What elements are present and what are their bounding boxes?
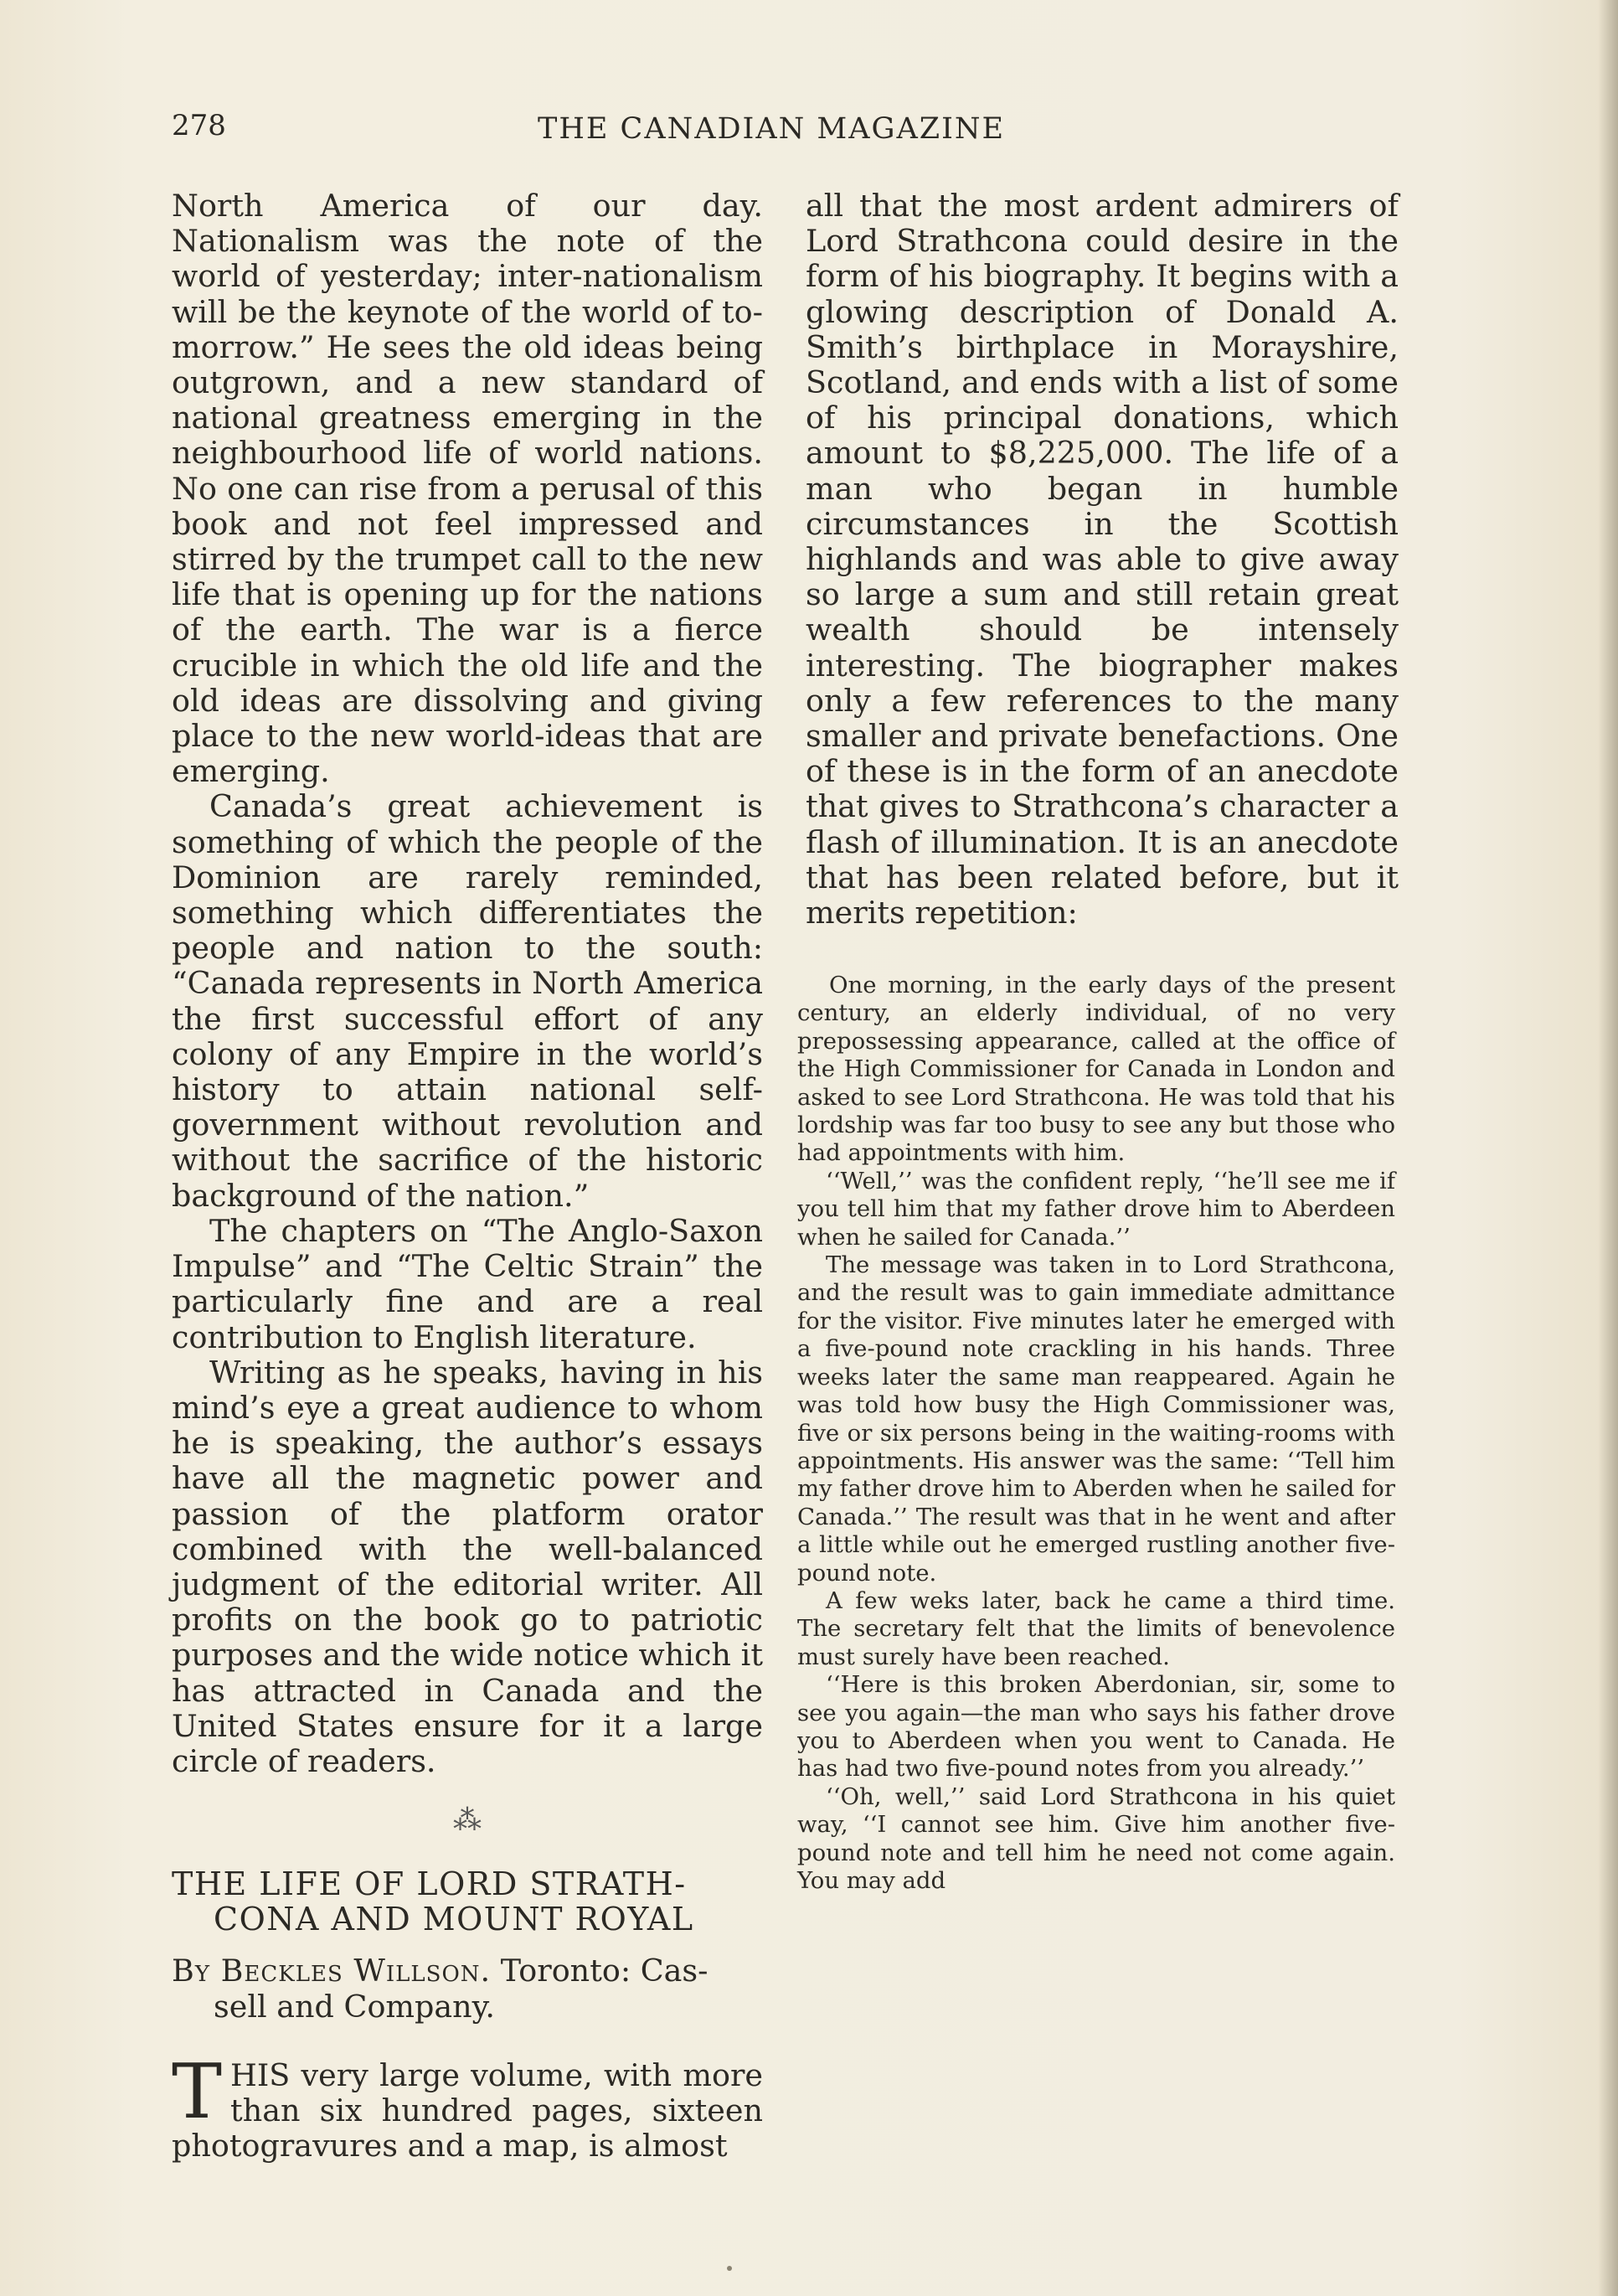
review-continuation: all that the most ardent admirers of Lord Strathcona could desire in the form of his biography. It begins with a glowing description of Donald A. Smith’s birthplace in Morayshire, Scotland, and ends with a list of some of his principal donations, which amount to $8,225,000. The life of a man who began in humble circumstances in the Scottish highlands and was able to give away so large a sum and still retain great wealth should be intensely interesting. The biographer makes only a few references to the many smaller and private benefactions. One of these is in the form of an anecdote that gives to Strathcona’s character a flash of illumination. It is an anecdote that has been related before, but it merits repetition: xyxy=(806,188,1399,931)
page-edge-shadow xyxy=(1598,0,1618,2296)
drop-cap: T xyxy=(172,2047,223,2136)
quote-paragraph: ‘‘Well,’’ was the confident reply, ‘‘he’ll see me if you tell him that my father drove him to Aberdeen when he sailed for Canada.’’ xyxy=(797,1167,1395,1251)
paragraph-writing: Writing as he speaks, having in his mind’s eye a great audience to whom he is speaking, the author’s essays have all the magnetic power and passion of the platform orator combined with the well-balanced judgment of the editorial writer. All profits on the book go to patriotic purposes and the wide notice which it has attracted in Canada and the United States ensure for it a large circle of readers. xyxy=(172,1354,763,1779)
print-speck xyxy=(727,2266,732,2271)
quote-paragraph: One morning, in the early days of the present century, an elderly individual, of no very prepossessing appearance, called at the office of the High Commissioner for Canada in London and asked to see Lord Strathcona. He was told that his lordship was far too busy to see any but those who had appointments with him. xyxy=(797,972,1395,1167)
section-title xyxy=(172,1866,763,1937)
running-title: THE CANADIAN MAGAZINE xyxy=(538,112,1006,146)
byline-author: By Beckles Willson. xyxy=(172,1953,492,1989)
page-number: 278 xyxy=(172,109,226,142)
left-column xyxy=(172,188,763,2164)
byline-publisher-line-2: sell and Company. xyxy=(214,1988,496,2025)
paragraph-nationalism: North America of our day. Nationalism was the note of the world of yesterday; inter-nationalism will be the keynote of the world of to-morrow.” He sees the old ideas being outgrown, and a new standard of national greatness emerging in the neighbourhood life of world nations. No one can rise from a perusal of this book and not feel impressed and stirred by the trumpet call to the new life that is opening up for the nations of the earth. The war is a fierce crucible in which the old life and the old ideas are dissolving and giving place to the new world-ideas that are emerging. xyxy=(172,188,763,790)
quote-paragraph: The message was taken in to Lord Strathcona, and the result was to gain immediate admittance for the visitor. Five minutes later he emerged with a five-pound note crackling in his hands. Three weeks later the same man reappeared. Again he was told how busy the High Commissioner was, five or six persons being in the waiting-rooms with appointments. His answer was the same: ‘‘Tell him my father drove him to Aberden when he sailed for Canada.’’ The result was that in he went and after a little while out he emerged rustling another five-pound note. xyxy=(797,1251,1395,1587)
anecdote-quotation xyxy=(797,972,1395,1895)
quote-paragraph: A few weks later, back he came a third time. The secretary felt that the limits of benevolence must surely have been reached. xyxy=(797,1587,1395,1670)
page-header xyxy=(172,109,1428,159)
quote-paragraph: ‘‘Oh, well,’’ said Lord Strathcona in his quiet way, ‘‘I cannot see him. Give him another five-pound note and tell him he need not come again. You may add xyxy=(797,1783,1395,1894)
quote-paragraph: ‘‘Here is this broken Aberdonian, sir, some to see you again—the man who says his father drove you to Aberdeen when you went to Canada. He has had two five-pound notes from you already.’’ xyxy=(797,1671,1395,1783)
right-column-body xyxy=(806,188,1399,931)
review-opening-text: HIS very large volume, with more than six hundred pages, sixteen photogravures and a map, is almost xyxy=(172,2056,763,2164)
section-title-line-1: THE LIFE OF LORD STRATH- xyxy=(172,1865,687,1903)
review-opening-paragraph xyxy=(172,2047,763,2164)
section-title-line-2: CONA AND MOUNT ROYAL xyxy=(214,1901,694,1938)
byline-publisher: Toronto: Cas- xyxy=(491,1953,709,1989)
byline xyxy=(172,1953,763,2024)
section-divider-asterism: ⁂ xyxy=(453,1803,482,1838)
paragraph-canada-achievement: Canada’s great achievement is something of which the people of the Dominion are rarely reminded, something which differentiates the people and nation to the south: “Canada represents in North America the first successful effort of any colony of any Empire in the world’s history to attain national self-government without revolution and without the sacrifice of the historic background of the nation.” xyxy=(172,788,763,1214)
paragraph-chapters: The chapters on “The Anglo-Saxon Impulse” and “The Celtic Strain” the particularly fine and are a real contribution to English literature. xyxy=(172,1212,763,1355)
